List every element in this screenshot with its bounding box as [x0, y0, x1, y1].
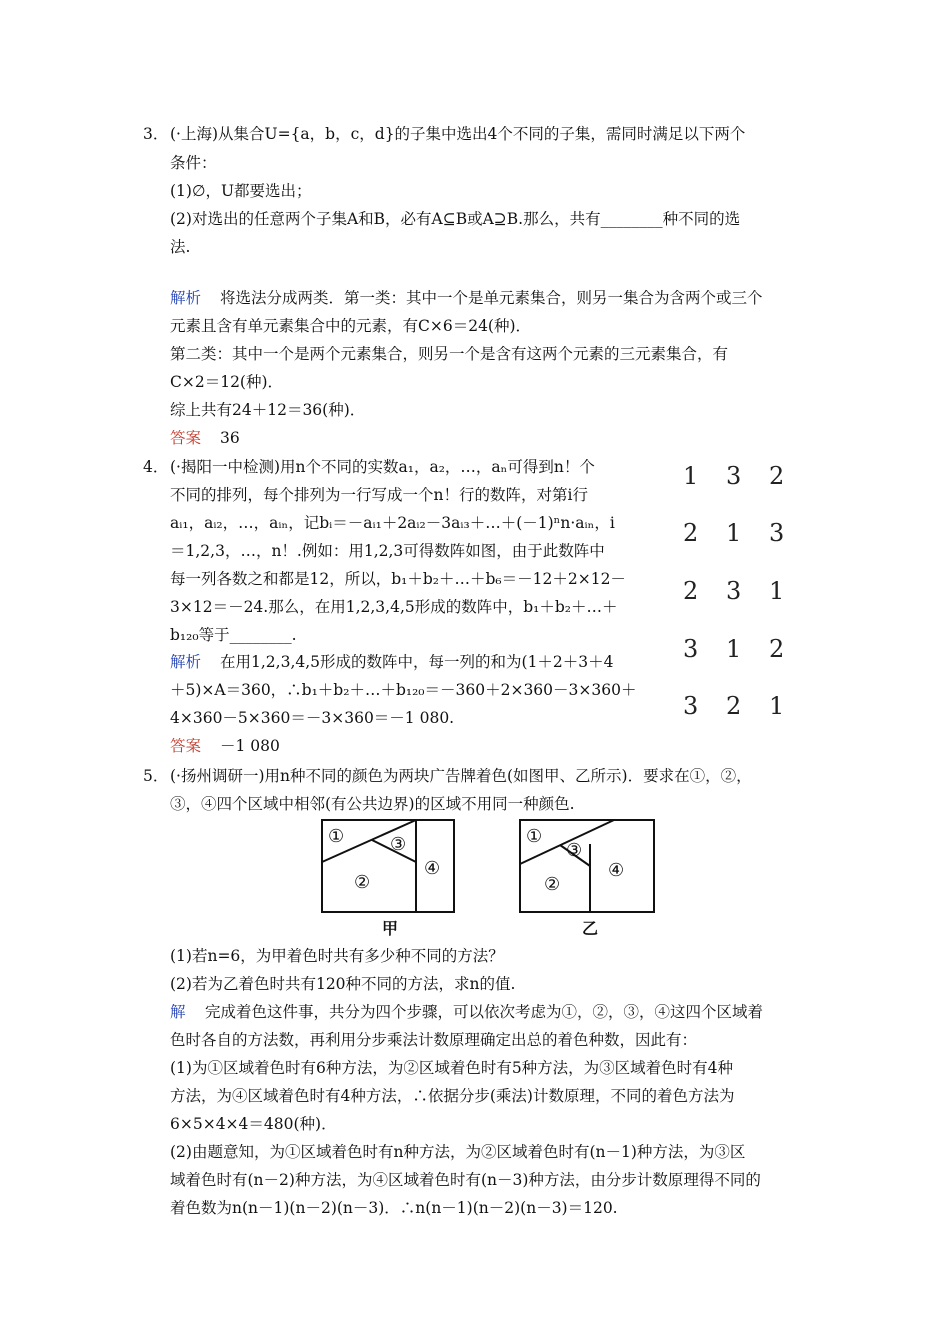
matrix-cell: 3	[683, 635, 699, 663]
matrix-cell: 3	[726, 577, 742, 605]
q3-solution-label: 解析	[170, 289, 202, 307]
q5-solution-line8: 着色数为n(n－1)(n－2)(n－3)．∴n(n－1)(n－2)(n－3)＝120.	[170, 1199, 618, 1217]
q5-solution-line3: (1)为①区域着色时有6种方法，为②区域着色时有5种方法，为③区域着色时有4种	[170, 1059, 734, 1077]
q3-stem-line2: 条件：	[170, 154, 217, 172]
q4-stem-line4: ＝1,2,3，…，n！.例如：用1,2,3可得数阵如图，由于此数阵中	[170, 542, 605, 560]
q3-solution-line1: 将选法分成两类．第一类：其中一个是单元素集合，则另一集合为含两个或三个	[220, 289, 763, 307]
matrix-cell: 1	[683, 462, 699, 490]
q4-answer-label: 答案	[170, 737, 202, 755]
matrix-cell: 2	[769, 635, 785, 663]
q4-stem-line5: 每一列各数之和都是12，所以，b₁＋b₂＋…＋b₆＝－12＋2×12－	[170, 570, 626, 588]
q4-solution-line1: 在用1,2,3,4,5形成的数阵中，每一列的和为(1＋2＋3＋4	[220, 653, 614, 671]
q4-stem-line7: b₁₂₀等于________.	[170, 626, 297, 644]
q4-solution-line3: 4×360－5×360＝－3×360＝－1 080.	[170, 709, 455, 727]
region-2-label: ②	[354, 872, 371, 893]
figure-jia	[320, 818, 456, 914]
q3-answer: 36	[220, 429, 240, 447]
matrix-cell: 3	[726, 462, 742, 490]
region-4-label: ④	[608, 860, 625, 881]
q3-solution-line3: 第二类：其中一个是两个元素集合，则另一个是含有这两个元素的三元素集合，有	[170, 345, 729, 363]
q4-stem-line3: aᵢ₁，aᵢ₂，…，aᵢₙ，记bᵢ＝－aᵢ₁＋2aᵢ₂－3aᵢ₃＋…＋(－1)ⁿn·aᵢₙ，i	[170, 514, 615, 532]
q5-part-1: (1)若n=6，为甲着色时共有多少种不同的方法？	[170, 947, 504, 965]
region-1-label: ①	[526, 826, 543, 847]
figure-yi	[518, 818, 656, 914]
q5-number: 5．	[143, 767, 169, 785]
q3-solution-line4: C×2＝12(种)．	[170, 373, 284, 391]
figure-jia-caption: 甲	[382, 919, 399, 938]
region-1-label: ①	[328, 826, 345, 847]
q5-solution-line5: 6×5×4×4＝480(种)．	[170, 1115, 337, 1133]
q4-answer: －1 080	[220, 737, 280, 755]
q5-solution-label: 解	[170, 1003, 186, 1021]
matrix-cell: 1	[726, 519, 742, 547]
q3-solution-line5: 综上共有24＋12＝36(种)．	[170, 401, 366, 419]
q3-answer-label: 答案	[170, 429, 202, 447]
q3-stem-line1: (·上海)从集合U={a，b，c，d}的子集中选出4个不同的子集，需同时满足以下两个	[170, 125, 746, 143]
q4-stem-line2: 不同的排列，每个排列为一行写成一个n！行的数阵，对第i行	[170, 486, 588, 504]
matrix-cell: 3	[683, 692, 699, 720]
q5-solution-line4: 方法，为④区域着色时有4种方法，∴依据分步(乘法)计数原理，不同的着色方法为	[170, 1087, 735, 1105]
region-4-label: ④	[424, 858, 441, 879]
q3-condition-1: (1)∅，U都要选出；	[170, 182, 312, 200]
region-3-label: ③	[566, 840, 583, 861]
q5-solution-line2: 色时各自的方法数，再利用分步乘法计数原理确定出总的着色种数，因此有：	[170, 1031, 698, 1049]
matrix-cell: 1	[769, 577, 785, 605]
q4-stem-line1: (·揭阳一中检测)用n个不同的实数a₁，a₂，…，aₙ可得到n！个	[170, 458, 595, 476]
q5-part-2: (2)若为乙着色时共有120种不同的方法，求n的值.	[170, 975, 516, 993]
q5-solution-line7: 域着色时有(n－2)种方法，为④区域着色时有(n－3)种方法，由分步计数原理得不同的	[170, 1171, 761, 1189]
matrix-cell: 3	[769, 519, 785, 547]
figure-yi-caption: 乙	[582, 919, 599, 938]
matrix-cell: 2	[769, 462, 785, 490]
q4-solution-label: 解析	[170, 653, 202, 671]
q4-solution-line2: ＋5)×A＝360，∴b₁＋b₂＋…＋b₁₂₀＝－360＋2×360－3×360＋	[170, 681, 637, 699]
q4-stem-line6: 3×12＝－24.那么，在用1,2,3,4,5形成的数阵中，b₁＋b₂＋…＋	[170, 598, 618, 616]
q3-condition-2: (2)对选出的任意两个子集A和B，必有A⊆B或A⊇B.那么，共有________种不同的选	[170, 210, 741, 228]
q3-solution-line2: 元素且含有单元素集合中的元素，有C×6＝24(种)．	[170, 317, 532, 335]
q3-condition-2-cont: 法.	[170, 238, 191, 256]
q4-number: 4．	[143, 458, 169, 476]
matrix-cell: 1	[769, 692, 785, 720]
matrix-cell: 1	[726, 635, 742, 663]
q5-stem-line2: ③，④四个区域中相邻(有公共边界)的区域不用同一种颜色.	[170, 795, 575, 813]
region-2-label: ②	[544, 874, 561, 895]
matrix-cell: 2	[683, 519, 699, 547]
q3-number: 3．	[143, 125, 169, 143]
q5-stem-line1: (·扬州调研一)用n种不同的颜色为两块广告牌着色(如图甲、乙所示)．要求在①，②，	[170, 767, 752, 785]
q5-solution-line6: (2)由题意知，为①区域着色时有n种方法，为②区域着色时有(n－1)种方法，为③区	[170, 1143, 746, 1161]
matrix-cell: 2	[726, 692, 742, 720]
region-3-label: ③	[390, 834, 407, 855]
matrix-cell: 2	[683, 577, 699, 605]
q5-solution-line1: 完成着色这件事，共分为四个步骤，可以依次考虑为①，②，③，④这四个区域着	[205, 1003, 764, 1021]
